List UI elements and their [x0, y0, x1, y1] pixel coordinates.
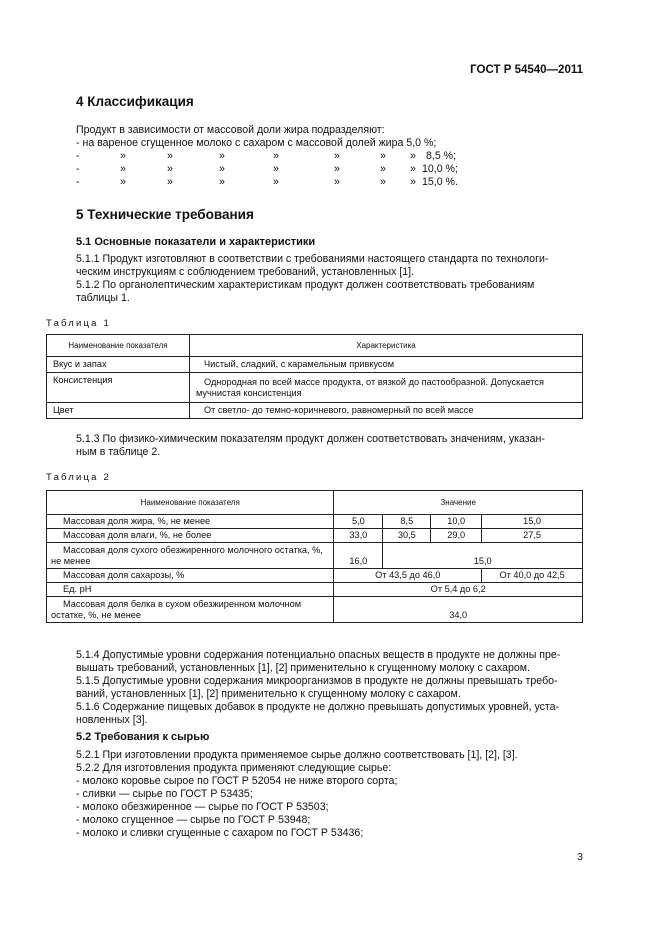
table-cell: Массовая доля жира, %, не менее: [47, 515, 334, 529]
table-2: [46, 490, 583, 623]
table-cell: 30,5: [383, 529, 431, 543]
para-5-2-1: 5.2.1 При изготовлении продукта применяемое сырье должно соответствовать [1], [2], [3].: [76, 749, 518, 761]
table-1-header-characteristic: Характеристика: [190, 335, 583, 357]
para-5-1-5-line-1: 5.1.5 Допустимые уровни содержания микроорганизмов в продукте не должны превышать требо-: [76, 675, 558, 687]
para-5-1-1-line-2: ческим инструкциям с соблюдением требований, установленных [1].: [76, 266, 415, 278]
table-cell: Однородная по всей массе продукта, от вязкой до пастообразной. Допускается мучнистая консистенция: [190, 373, 583, 403]
table-cell: 15,0: [482, 515, 583, 529]
list-item: - молоко и сливки сгущенные с сахаром по ГОСТ Р 53436;: [76, 827, 364, 839]
list-item: - молоко коровье сырое по ГОСТ Р 52054 не ниже второго сорта;: [76, 775, 398, 787]
table-row: [47, 515, 583, 529]
subsection-5-2-title: 5.2 Требования к сырью: [76, 731, 210, 743]
para-5-1-3-line-1: 5.1.3 По физико-химическим показателям продукт должен соответствовать значениям, указан-: [76, 433, 545, 445]
table-row: [47, 569, 583, 583]
classification-row-4: - » » » » » » » 15,0 %.: [76, 176, 458, 188]
classification-line-1: - на вареное сгущенное молоко с сахаром с массовой долей жира 5,0 %;: [76, 137, 437, 149]
para-5-1-5-line-2: ваний, установленных [1], [2] применительно к сгущенному молоку с сахаром.: [76, 688, 461, 700]
table-cell: От 43,5 до 46,0: [334, 569, 482, 583]
table-cell: Консистенция: [47, 373, 190, 403]
table-cell: 16,0: [334, 543, 383, 569]
classification-intro: Продукт в зависимости от массовой доли жира подразделяют:: [76, 124, 385, 136]
section-5-title: 5 Технические требования: [76, 207, 254, 222]
table-row: [47, 597, 583, 623]
table-row: [47, 373, 583, 403]
classification-row-3: - » » » » » » » 10,0 %;: [76, 163, 458, 175]
table-cell: От светло- до темно-коричневого, равномерный по всей массе: [190, 403, 583, 419]
table-row: [47, 335, 583, 357]
table-cell: Массовая доля сахарозы, %: [47, 569, 334, 583]
table-2-header-name: Наименование показателя: [47, 491, 334, 515]
table-row: [47, 403, 583, 419]
table-1-caption: Таблица 1: [46, 318, 111, 329]
para-5-1-6-line-2: новленных [3].: [76, 714, 148, 726]
para-5-1-2-line-1: 5.1.2 По органолептическим характеристикам продукт должен соответствовать требованиям: [76, 279, 535, 291]
table-2-caption: Таблица 2: [46, 472, 111, 483]
para-5-1-4-line-1: 5.1.4 Допустимые уровни содержания потенциально опасных веществ в продукте не должны пре-: [76, 649, 561, 661]
table-cell: Массовая доля сухого обезжиренного молочного остатка, %, не менее: [47, 543, 334, 569]
table-2-header-value: Значение: [334, 491, 583, 515]
document-id: ГОСТ Р 54540—2011: [470, 64, 583, 76]
table-cell: От 5,4 до 6,2: [334, 583, 583, 597]
list-item: - сливки — сырье по ГОСТ Р 53435;: [76, 788, 253, 800]
para-5-1-2-line-2: таблицы 1.: [76, 292, 130, 304]
table-cell: 29,0: [431, 529, 482, 543]
para-5-2-2: 5.2.2 Для изготовления продукта применяют следующие сырье:: [76, 762, 392, 774]
list-item: - молоко сгущенное — сырье по ГОСТ Р 53948;: [76, 814, 311, 826]
section-4-title: 4 Классификация: [76, 94, 194, 109]
list-item: - молоко обезжиренное — сырье по ГОСТ Р 53503;: [76, 801, 329, 813]
para-5-1-6-line-1: 5.1.6 Содержание пищевых добавок в продукте не должно превышать допустимых уровней, уста-: [76, 701, 560, 713]
classification-row-2: - » » » » » » » 8,5 %;: [76, 150, 457, 162]
table-cell: 5,0: [334, 515, 383, 529]
table-cell: Цвет: [47, 403, 190, 419]
para-5-1-4-line-2: вышать требований, установленных [1], [2] применительно к сгущенному молоку с сахаром.: [76, 662, 530, 674]
table-row: [47, 583, 583, 597]
table-cell: Чистый, сладкий, с карамельным привкусом: [190, 357, 583, 373]
table-1-header-name: Наименование показателя: [47, 335, 190, 357]
table-row: [47, 529, 583, 543]
table-cell: 8,5: [383, 515, 431, 529]
page-number: 3: [577, 851, 583, 863]
para-5-1-3-line-2: ным в таблице 2.: [76, 446, 161, 458]
table-row: [47, 543, 583, 569]
table-1: [46, 334, 583, 419]
table-cell: 33,0: [334, 529, 383, 543]
table-cell: Массовая доля влаги, %, не более: [47, 529, 334, 543]
para-5-1-1-line-1: 5.1.1 Продукт изготовляют в соответствии с требованиями настоящего стандарта по технологи-: [76, 253, 549, 265]
table-cell: Массовая доля белка в сухом обезжиренном молочном остатке, %, не менее: [47, 597, 334, 623]
table-cell: От 40,0 до 42,5: [482, 569, 583, 583]
table-cell: Ед. рН: [47, 583, 334, 597]
subsection-5-1-title: 5.1 Основные показатели и характеристики: [76, 236, 316, 248]
table-cell: 27,5: [482, 529, 583, 543]
table-cell: 15,0: [383, 543, 583, 569]
table-row: [47, 491, 583, 515]
table-cell: 34,0: [334, 597, 583, 623]
table-cell: 10,0: [431, 515, 482, 529]
table-cell: Вкус и запах: [47, 357, 190, 373]
table-row: [47, 357, 583, 373]
